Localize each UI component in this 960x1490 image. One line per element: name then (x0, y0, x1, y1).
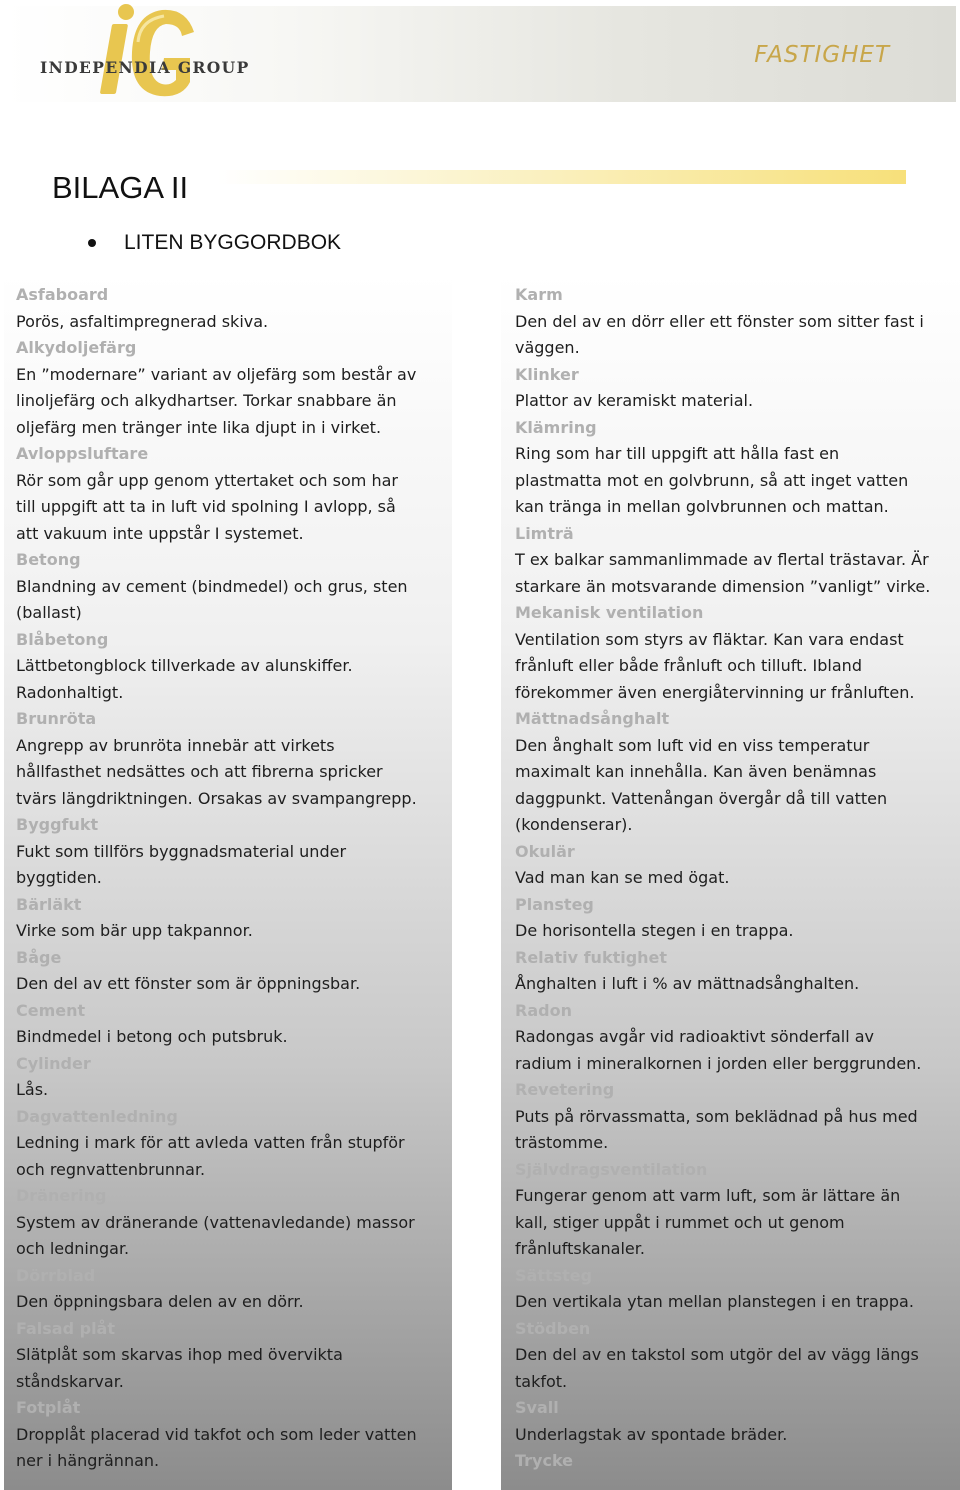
glossary-definition-line: Porös, asfaltimpregnerad skiva. (16, 311, 269, 331)
glossary-definition-line: En ”modernare” variant av oljefärg som består av (16, 364, 417, 384)
glossary-term: Radon (515, 1000, 572, 1020)
glossary-term: Dörrblad (16, 1265, 96, 1285)
glossary-definition-line: Ventilation som styrs av fläktar. Kan vara endast (515, 629, 904, 649)
glossary-entry (16, 945, 452, 998)
glossary-definition-line: kan tränga in mellan golvbrunnen och mattan. (515, 497, 889, 516)
glossary-term: Klämring (515, 417, 597, 437)
glossary-definition-line: Fungerar genom att varm luft, som är lättare än (515, 1186, 901, 1205)
glossary-term: Blåbetong (16, 629, 109, 649)
glossary-definition-line: radium i mineralkornen i jorden eller berggrunden. (515, 1053, 922, 1073)
glossary-entry (515, 1077, 960, 1157)
glossary-term: Avloppsluftare (16, 444, 149, 463)
glossary-definition-line: Den öppningsbara delen av en dörr. (16, 1292, 304, 1311)
glossary-term: Klinker (515, 364, 579, 384)
glossary-term: Sättsteg (515, 1265, 593, 1285)
glossary-entry (515, 415, 960, 521)
glossary-term: Falsad plåt (16, 1318, 115, 1338)
glossary-entry (515, 600, 960, 706)
glossary-term: Asfaboard (16, 285, 109, 304)
glossary-term: Bärläkt (16, 894, 82, 914)
glossary-definition-line: Radonhaltigt. (16, 682, 124, 702)
glossary-term: Svall (515, 1398, 559, 1417)
glossary-definition-line: daggpunkt. Vattenångan övergår då till vatten (515, 788, 888, 808)
glossary-column-left (4, 274, 452, 1490)
glossary-definition-line: Lättbetongblock tillverkade av alunskiffer. (16, 656, 353, 675)
glossary-definition-line: Lås. (16, 1080, 49, 1099)
glossary-term: Fotplåt (16, 1398, 81, 1417)
glossary-term: Alkydoljefärg (16, 338, 137, 357)
glossary-term: Cement (16, 1000, 86, 1020)
glossary-definition-line: Underlagstak av spontade bräder. (515, 1424, 788, 1444)
glossary-definition-line: Plattor av keramiskt material. (515, 391, 754, 410)
glossary-definition-line: förekommer även energiåtervinning ur frånluften. (515, 682, 915, 702)
glossary-definition-line: Radongas avgår vid radioaktivt sönderfall av (515, 1027, 875, 1046)
glossary-entry (16, 706, 452, 812)
glossary-definition-line: byggtiden. (16, 868, 102, 887)
glossary-entry (16, 1263, 452, 1316)
glossary-entry (515, 945, 960, 998)
glossary-entry (16, 1104, 452, 1184)
glossary-definition-line: starkare än motsvarande dimension ”vanligt” virke. (515, 576, 931, 596)
glossary-entry (16, 547, 452, 627)
glossary-definition-line: De horisontella stegen i en trappa. (515, 921, 794, 940)
glossary-entry (16, 1051, 452, 1104)
glossary-entry (16, 282, 452, 335)
glossary-definition-line: Den ånghalt som luft vid en viss temperatur (515, 735, 870, 755)
glossary-entry (16, 627, 452, 707)
glossary-definition-line: Ring som har till uppgift att hålla fast en (515, 444, 840, 463)
glossary-term: Brunröta (16, 709, 97, 728)
glossary-definition-line: att vakuum inte uppstår I systemet. (16, 523, 304, 543)
glossary-definition-line: T ex balkar sammanlimmade av flertal trästavar. Är (515, 550, 929, 569)
glossary-definition-line: Den del av ett fönster som är öppningsbar. (16, 974, 361, 993)
glossary-entry (16, 892, 452, 945)
glossary-definition-line: Blandning av cement (bindmedel) och grus, sten (16, 576, 408, 596)
glossary-definition-line: Angrepp av brunröta innebär att virkets (16, 735, 335, 755)
glossary-definition-line: Ledning i mark för att avleda vatten från stupför (16, 1133, 405, 1152)
title-accent-bar (218, 170, 906, 184)
glossary-definition-line: Ånghalten i luft i % av mättnadsånghalten. (515, 974, 860, 993)
glossary-definition-line: tvärs längdriktningen. Orsakas av svampangrepp. (16, 788, 417, 808)
glossary-entry (515, 1263, 960, 1316)
glossary-term: Revetering (515, 1080, 615, 1099)
glossary-definition-line: (kondenserar). (515, 815, 633, 834)
glossary-definition-line: Dropplåt placerad vid takfot och som leder vatten (16, 1424, 417, 1444)
glossary-term: Dagvattenledning (16, 1106, 178, 1126)
glossary-term: Mättnadsånghalt (515, 709, 670, 728)
glossary-term: Plansteg (515, 894, 594, 914)
glossary-term: Självdragsventilation (515, 1159, 708, 1179)
glossary-entry (515, 1157, 960, 1263)
glossary-term: Limträ (515, 523, 574, 543)
glossary-definition-line: System av dränerande (vattenavledande) massor (16, 1212, 415, 1232)
glossary-entry (515, 362, 960, 415)
glossary-definition-line: Fukt som tillförs byggnadsmaterial under (16, 841, 347, 861)
glossary-definition-line: (ballast) (16, 603, 82, 622)
glossary-list-left (4, 274, 452, 1475)
glossary-entry (515, 1448, 960, 1475)
glossary-term: Stödben (515, 1318, 591, 1338)
glossary-definition-line: Vad man kan se med ögat. (515, 868, 730, 887)
glossary-entry (515, 521, 960, 601)
glossary-term: Trycke (515, 1451, 574, 1470)
glossary-definition-line: till uppgift att ta in luft vid spolning I avlopp, så (16, 497, 396, 516)
glossary-term: Mekanisk ventilation (515, 603, 704, 622)
glossary-definition-line: kall, stiger uppåt i rummet och ut genom (515, 1212, 845, 1232)
glossary-entry (515, 1395, 960, 1448)
glossary-definition-line: väggen. (515, 338, 580, 357)
glossary-list-right (501, 274, 960, 1475)
glossary-definition-line: Puts på rörvassmatta, som beklädnad på hus med (515, 1106, 918, 1126)
ig-logo-icon (86, 2, 198, 102)
glossary-definition-line: Bindmedel i betong och putsbruk. (16, 1027, 288, 1046)
bullet-icon (88, 239, 96, 247)
glossary-definition-line: oljefärg men tränger inte lika djupt in i virket. (16, 417, 382, 437)
glossary-definition-line: Den del av en dörr eller ett fönster som sitter fast i (515, 311, 924, 331)
glossary-entry (515, 839, 960, 892)
glossary-entry (16, 1183, 452, 1263)
glossary-definition-line: ner i hängrännan. (16, 1451, 160, 1470)
glossary-entry (515, 1316, 960, 1396)
glossary-definition-line: och regnvattenbrunnar. (16, 1159, 206, 1179)
section-label: FASTIGHET (754, 42, 890, 68)
glossary-definition-line: Den vertikala ytan mellan planstegen i en trappa. (515, 1292, 914, 1311)
glossary-definition-line: Virke som bär upp takpannor. (16, 921, 253, 940)
glossary-definition-line: linoljefärg och alkydhartser. Torkar snabbare än (16, 391, 397, 410)
glossary-entry (515, 706, 960, 839)
glossary-term: Byggfukt (16, 815, 99, 834)
glossary-term: Båge (16, 947, 62, 967)
glossary-entry (16, 441, 452, 547)
glossary-definition-line: ståndskarvar. (16, 1371, 124, 1391)
glossary-definition-line: takfot. (515, 1371, 568, 1391)
company-name: INDEPENDIA GROUP (40, 58, 250, 77)
glossary-definition-line: Rör som går upp genom yttertaket och som har (16, 470, 398, 490)
glossary-term: Cylinder (16, 1053, 91, 1073)
glossary-term: Betong (16, 550, 81, 569)
page-subtitle: LITEN BYGGORDBOK (124, 231, 342, 254)
glossary-term: Relativ fuktighet (515, 947, 668, 967)
glossary-term: Karm (515, 285, 563, 304)
glossary-entry (16, 998, 452, 1051)
glossary-definition-line: Den del av en takstol som utgör del av vägg längs (515, 1345, 919, 1364)
glossary-term: Okulär (515, 841, 575, 861)
glossary-definition-line: och ledningar. (16, 1239, 130, 1258)
glossary-definition-line: maximalt kan innehålla. Kan även benämnas (515, 762, 877, 781)
glossary-entry (16, 1316, 452, 1396)
glossary-entry (515, 892, 960, 945)
glossary-entry (16, 812, 452, 892)
glossary-column-right (501, 274, 960, 1490)
glossary-entry (16, 335, 452, 441)
glossary-definition-line: hållfasthet nedsättes och att fibrerna spricker (16, 762, 383, 781)
page-title: BILAGA II (52, 170, 189, 205)
glossary-definition-line: frånluft eller både frånluft och tilluft. Ibland (515, 656, 862, 675)
glossary-definition-line: Slätplåt som skarvas ihop med övervikta (16, 1345, 343, 1364)
glossary-entry (16, 1395, 452, 1475)
glossary-definition-line: plastmatta mot en golvbrunn, så att inget vatten (515, 470, 909, 490)
glossary-definition-line: trästomme. (515, 1133, 609, 1152)
glossary-definition-line: frånluftskanaler. (515, 1239, 645, 1258)
glossary-entry (515, 998, 960, 1078)
glossary-term: Dränering (16, 1186, 107, 1205)
glossary-entry (515, 282, 960, 362)
